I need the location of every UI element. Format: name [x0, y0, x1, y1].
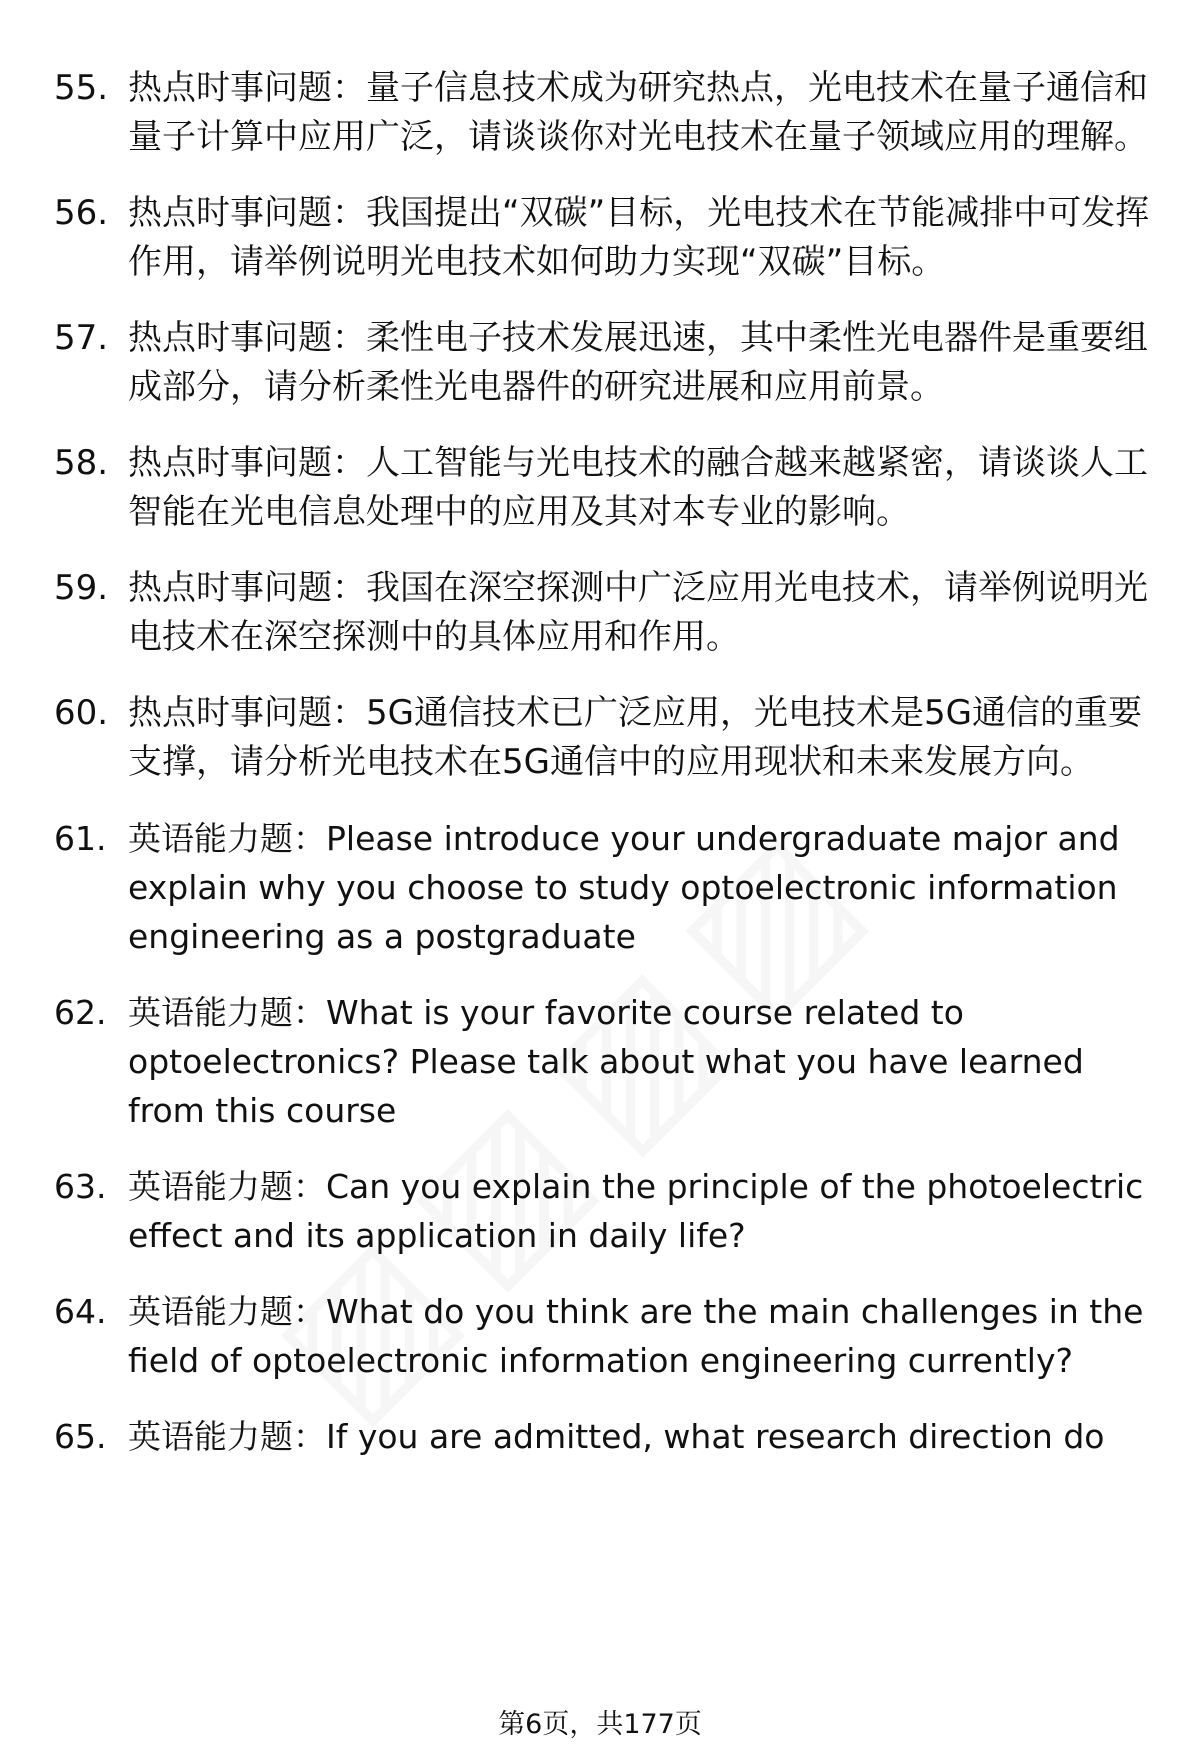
question-text: 热点时事问题：量子信息技术成为研究热点，光电技术在量子通信和量子计算中应用广泛，请谈谈你对光电技术在量子领域应用的理解。: [128, 68, 1148, 157]
question-item-58: [54, 439, 1154, 537]
question-number: 62.: [54, 993, 107, 1032]
question-text: 热点时事问题：我国在深空探测中广泛应用光电技术，请举例说明光电技术在深空探测中的具体应用和作用。: [128, 568, 1148, 657]
question-item-63: [54, 1162, 1154, 1260]
question-number: 56.: [54, 193, 109, 233]
question-item-59: [54, 564, 1154, 662]
question-text: 英语能力题：What is your favorite course related to optoelectronics? Please talk about what you have learned from this course: [128, 993, 1084, 1130]
question-number: 59.: [54, 568, 109, 608]
question-number: 57.: [54, 318, 109, 358]
question-text: 热点时事问题：5G通信技术已广泛应用，光电技术是5G通信的重要支撑，请分析光电技术在5G通信中的应用现状和未来发展方向。: [128, 693, 1142, 782]
question-item-65: [54, 1412, 1154, 1461]
question-number: 64.: [54, 1292, 107, 1331]
question-number: 61.: [54, 819, 107, 858]
question-text: 英语能力题：Please introduce your undergraduate major and explain why you choose to study optoelectronic information engineering as a postgraduate: [128, 819, 1120, 956]
question-item-64: [54, 1287, 1154, 1385]
question-item-56: [54, 189, 1154, 287]
question-number: 55.: [54, 68, 109, 108]
question-item-55: [54, 64, 1154, 162]
question-item-57: [54, 314, 1154, 412]
question-text: 英语能力题：If you are admitted, what research direction do: [128, 1417, 1105, 1456]
question-item-62: [54, 988, 1154, 1135]
question-list: [54, 64, 1154, 1488]
question-text: 英语能力题：What do you think are the main challenges in the field of optoelectronic information engineering currently?: [128, 1292, 1144, 1380]
question-text: 热点时事问题：我国提出“双碳”目标，光电技术在节能减排中可发挥作用，请举例说明光电技术如何助力实现“双碳”目标。: [128, 193, 1150, 282]
question-text: 热点时事问题：柔性电子技术发展迅速，其中柔性光电器件是重要组成部分，请分析柔性光电器件的研究进展和应用前景。: [128, 318, 1148, 407]
question-number: 63.: [54, 1167, 107, 1206]
question-text: 热点时事问题：人工智能与光电技术的融合越来越紧密，请谈谈人工智能在光电信息处理中的应用及其对本专业的影响。: [128, 443, 1148, 532]
question-number: 58.: [54, 443, 109, 483]
page-number-footer: 第6页，共177页: [498, 1709, 702, 1740]
question-item-61: [54, 814, 1154, 961]
question-number: 60.: [54, 693, 109, 733]
question-text: 英语能力题：Can you explain the principle of the photoelectric effect and its application in daily life?: [128, 1167, 1144, 1255]
question-number: 65.: [54, 1417, 107, 1456]
question-item-60: [54, 689, 1154, 787]
